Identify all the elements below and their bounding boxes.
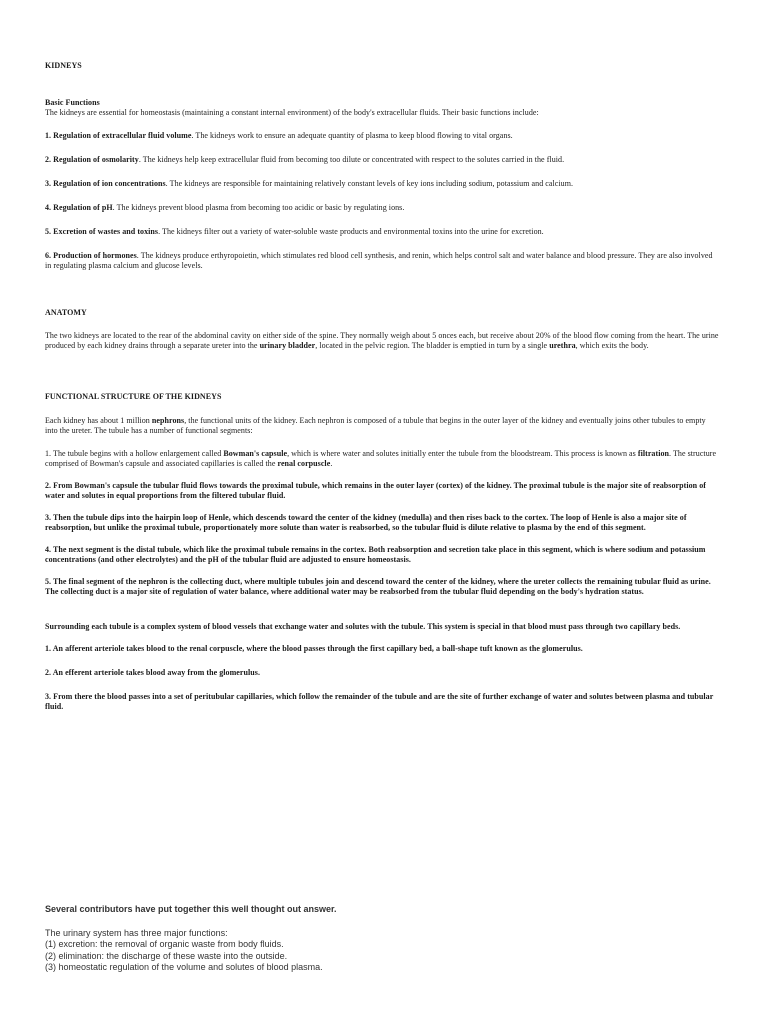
blood-supply-intro: Surrounding each tubule is a complex system of blood vessels that exchange water and solutes with the tubule. This system is special in that blood must pass through two capillary beds. [45,622,681,631]
section-heading-anatomy: ANATOMY [45,308,87,317]
answer-line: (3) homeostatic regulation of the volume and solutes of blood plasma. [45,962,323,972]
segment-item: 3. Then the tubule dips into the hairpin loop of Henle, which descends toward the center of the kidney (medulla) and then rises back to the cortex. The loop of Henle is also a major site of reabsorption, but unlike the proximal tubule, proportionately more solute than water is reabsorbed, so the tubular fluid is dilute relative to plasma by the end of this segment. [45,513,687,532]
anatomy-paragraph: The two kidneys are located to the rear of the abdominal cavity on either side of the spine. They normally weigh about 5 onces each, but receive about 20% of the blood flow coming from the heart. The urine produced by each kidney drains through a separate ureter into the urinary bladder, located in the pelvic region. The bladder is emptied in turn by a single urethra, which exits the body. [45,331,719,350]
document-title: KIDNEYS [45,61,82,70]
contributors-lead: Several contributors have put together this well thought out answer. [45,904,337,914]
section-heading-basic-functions: Basic Functions [45,98,100,107]
function-item: 6. Production of hormones. The kidneys produce erthyropoietin, which stimulates red blood cell synthesis, and renin, which helps control salt and water balance and blood pressure. They are also involved in regulating plasma calcium and glucose levels. [45,251,713,270]
function-item: 4. Regulation of pH. The kidneys prevent blood plasma from becoming too acidic or basic by regulating ions. [45,203,405,212]
function-item: 1. Regulation of extracellular fluid volume. The kidneys work to ensure an adequate quantity of plasma to keep blood flowing to vital organs. [45,131,513,140]
segment-item: 4. The next segment is the distal tubule, which like the proximal tubule remains in the cortex. Both reabsorption and secretion take place in this segment, which is where sodium and potassium concentrations (and other electrolytes) and the pH of the tubular fluid are adjusted to ensure homeostasis. [45,545,706,564]
blood-supply-item: 1. An afferent arteriole takes blood to the renal corpuscle, where the blood passes through the first capillary bed, a ball-shape tuft known as the glomerulus. [45,644,583,653]
basic-functions-intro: The kidneys are essential for homeostasis (maintaining a constant internal environment) of the body's extracellular fluids. Their basic functions include: [45,108,539,117]
segment-item: 5. The final segment of the nephron is the collecting duct, where multiple tubules join and descend toward the center of the kidney, where the ureter collects the remaining tubular fluid as urine. The collecting duct is a major site of regulation of water balance, where additional water may be reabsorbed from the tubular fluid depending on the body's hydration status. [45,577,711,596]
document-body [45,55,720,712]
answer-line: (2) elimination: the discharge of these waste into the outside. [45,950,288,961]
segment-item: 1. The tubule begins with a hollow enlargement called Bowman's capsule, which is where water and solutes initially enter the tubule from the bloodstream. This process is known as filtration. The structure comprised of Bowman's capsule and associated capillaries is called the renal corpuscle. [45,449,717,468]
functional-structure-intro: Each kidney has about 1 million nephrons, the functional units of the kidney. Each nephron is composed of a tubule that begins in the outer layer of the kidney and eventually joins other tubules to empty into the ureter. The tubule has a number of functional segments: [45,416,706,435]
section-heading-functional-structure: FUNCTIONAL STRUCTURE OF THE KIDNEYS [45,392,222,401]
function-item: 3. Regulation of ion concentrations. The kidneys are responsible for maintaining relatively constant levels of key ions including sodium, potassium and calcium. [45,179,574,188]
blood-supply-item: 2. An efferent arteriole takes blood away from the glomerulus. [45,668,260,677]
answer-line: (1) excretion: the removal of organic waste from body fluids. [45,939,284,949]
answer-line: The urinary system has three major functions: [45,927,228,938]
function-item: 2. Regulation of osmolarity. The kidneys help keep extracellular fluid from becoming too dilute or concentrated with respect to the solutes carried in the fluid. [45,155,565,164]
blood-supply-item: 3. From there the blood passes into a set of peritubular capillaries, which follow the remainder of the tubule and are the site of further exchange of water and solutes between plasma and tubular fluid. [45,692,714,711]
function-item: 5. Excretion of wastes and toxins. The kidneys filter out a variety of water-soluble waste products and environmental toxins into the urine for excretion. [45,227,544,236]
contributors-answer [45,904,725,974]
segment-item: 2. From Bowman's capsule the tubular fluid flows towards the proximal tubule, which remains in the outer layer (cortex) of the kidney. The proximal tubule is the major site of reabsorption of water and solutes in equal proportions from the filtered tubular fluid. [45,481,706,500]
